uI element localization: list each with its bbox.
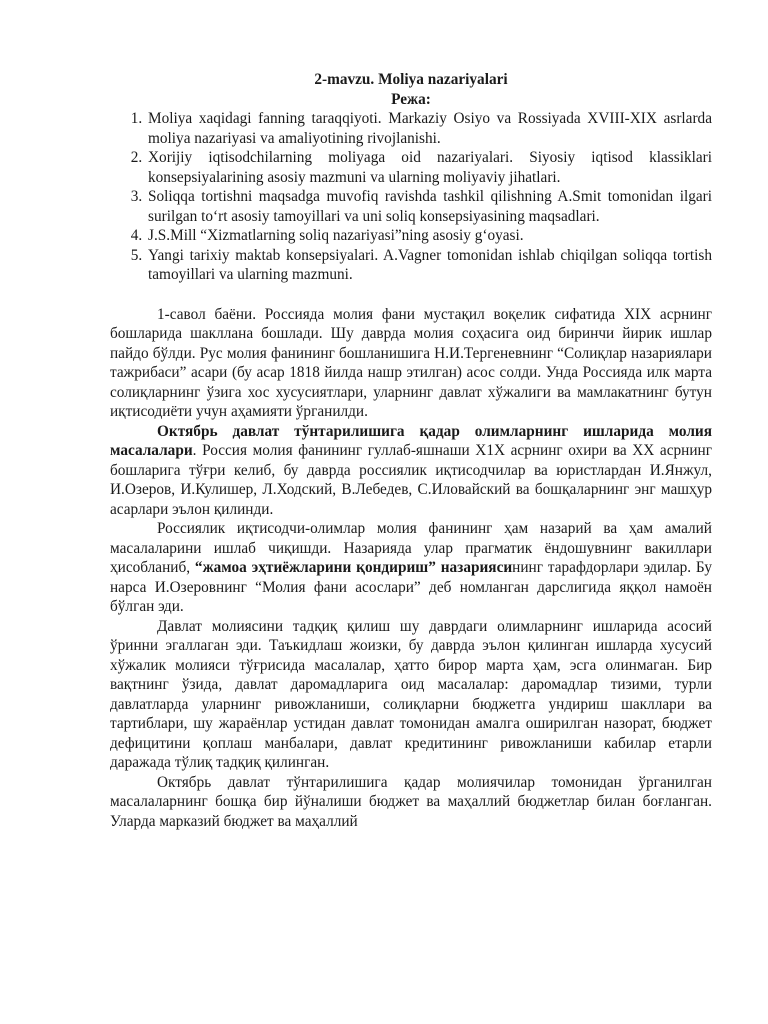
- document-body: [110, 70, 712, 831]
- paragraph-5: Октябрь давлат тўнтарилишига қадар молиячилар томонидан ўрганилган масалаларнинг бошқа бир йўналиши бюджет ва маҳаллий бюджетлар билан боғланган. Уларда марказий бюджет ва маҳаллий: [110, 773, 712, 830]
- paragraph-2-bold: Октябрь давлат тўнтарилишига қадар олимларнинг ишларида молия масалалари: [110, 422, 712, 459]
- paragraph-2: [110, 422, 712, 520]
- paragraph-3-text-end: нинг тарафдорлари эдилар. Бу нарса И.Озеровнинг “Молия фани асослари” деб номланган дарслигида яққол намоён бўлган эди.: [110, 559, 712, 615]
- plan-list: [110, 109, 712, 285]
- plan-item: 1. Moliya xaqidagi fanning taraqqiyoti. Markaziy Osiyo va Rossiyada XVIII-XIX asrlarda moliya nazariyasi va amaliyotining rivojlanishi.: [146, 109, 712, 148]
- plan-item: 4. J.S.Mill “Xizmatlarning soliq nazariyasi”ning asosiy g‘oyasi.: [146, 226, 712, 246]
- plan-item: 2. Xorijiy iqtisodchilarning moliyaga oid nazariyalari. Siyosiy iqtisod klassiklari konsepsiyalarining asosiy mazmuni va ularning moliyaviy jihatlari.: [146, 148, 712, 187]
- paragraph-3-text-start: Россиялик иқтисодчи-олимлар молия фанининг ҳам назарий ва ҳам амалий масалаларини ишлаб чиқишди. Назарияда улар прагматик ёндошувнинг вакиллари ҳисобланиб,: [110, 520, 712, 576]
- paragraph-4: Давлат молиясини тадқиқ қилиш шу даврдаги олимларнинг ишларида асосий ўринни эгаллаган эди. Таъкидлаш жоизки, бу даврда эълон қилинган ишларда хусусий хўжалик молияси тўғрисида масалалар, ҳатто бирор марта ҳам, эсга олинмаган. Бир вақтнинг ўзида, давлат даромадларига оид масалалар: даромадлар тизими, турли давлатларда уларнинг ривожланиши, солиқларни бюджетга ундириш шакллари ва тартиблари, шу жараёнлар устидан давлат томонидан амалга оширилган назорат, бюджет дефицитини қоплаш манбалари, давлат кредитининг ривожланиши кабилар етарли даражада тўлиқ тадқиқ қилинган.: [110, 617, 712, 771]
- paragraph-1: 1-савол баёни. Россияда молия фани мустақил воқелик сифатида XIX асрнинг бошларида шакллана бошлади. Шу даврда молия соҳасига оид биринчи йирик ишлар пайдо бўлди. Рус молия фанининг бошланишига Н.И.Тергеневнинг “Солиқлар назариялари тажрибаси” асари (бу асар 1818 йилда нашр этилган) асос солди. Унда Россияда илк марта солиқларнинг ўзига хос хусусиятлари, уларнинг давлат хўжалиги ва мамлакатнинг бутун иқтисодиёти учун аҳамияти ўрганилди.: [110, 305, 712, 420]
- plan-item: 5. Yangi tarixiy maktab konsepsiyalari. A.Vagner tomonidan ishlab chiqilgan soliqqa tortish tamoyillari va ularning mazmuni.: [146, 246, 712, 285]
- paragraph-2-text: . Россия молия фанининг гуллаб-яшнаши Х1Х асрнинг охири ва ХХ асрнинг бошларига тўғри келиб, бу даврда россиялик иқтисодчилар ва юристлардан И.Янжул, И.Озеров, И.Кулишер, Л.Ходский, В.Лебедев, С.Иловайский ва бошқаларнинг энг машҳур асарлари эълон қилинди.: [110, 442, 712, 518]
- paragraph-3-bold: “жамоа эҳтиёжларини қондириш” назарияси: [194, 559, 513, 576]
- section-gap: [110, 285, 712, 305]
- page-title: 2-mavzu. Moliya nazariyalari: [314, 71, 508, 88]
- plan-item: 3. Soliqqa tortishni maqsadga muvofiq ravishda tashkil qilishning A.Smit tomonidan ilgari surilgan to‘rt asosiy tamoyillari va uni soliq konsepsiyasining maqsadlari.: [146, 187, 712, 226]
- plan-heading: Режа:: [391, 90, 431, 108]
- paragraph-3: [110, 519, 712, 617]
